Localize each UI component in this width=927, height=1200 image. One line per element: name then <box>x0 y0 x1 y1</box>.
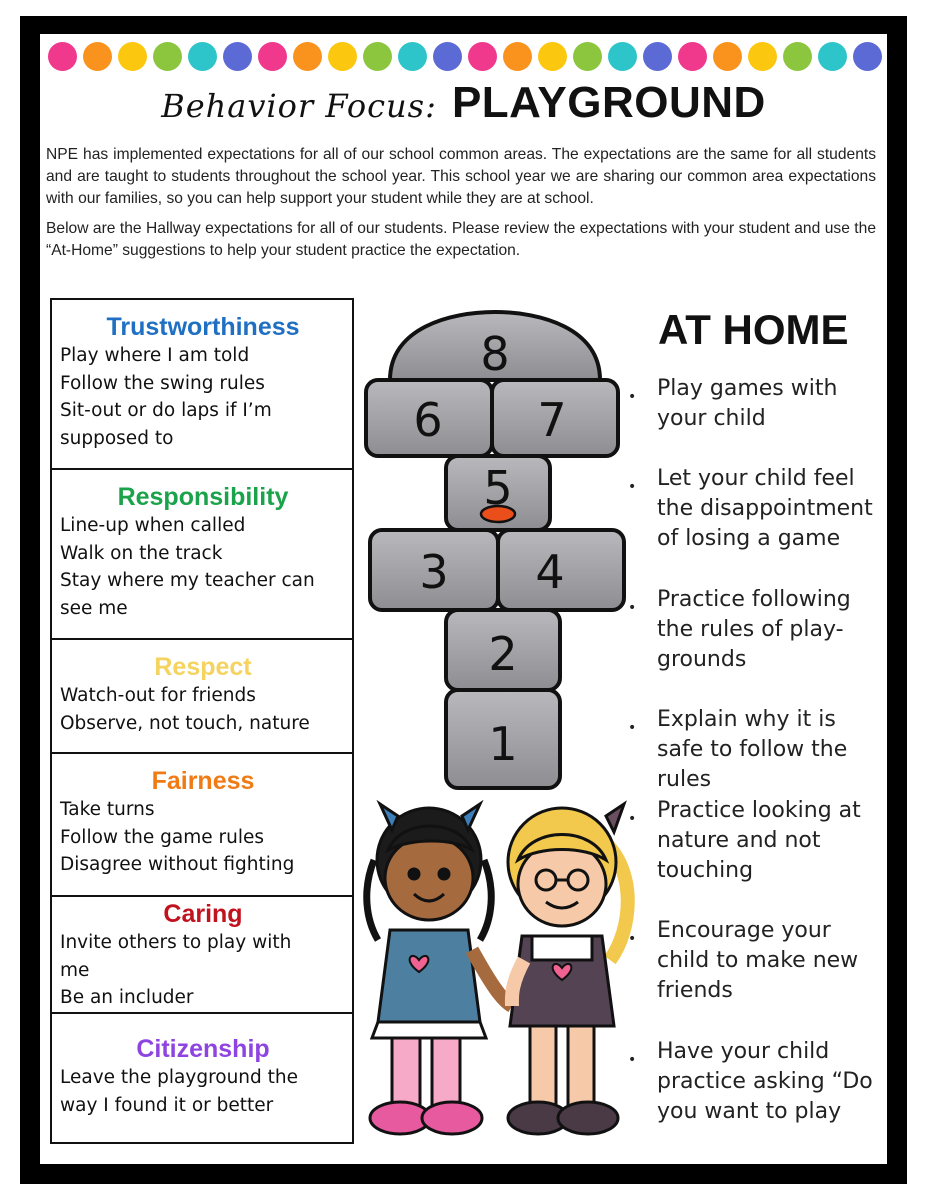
banner-dot <box>433 42 462 71</box>
bullet-icon: • <box>628 720 637 736</box>
value-line: Leave the playground the <box>60 1067 299 1088</box>
at-home-tip <box>628 705 888 795</box>
at-home-tip <box>628 796 888 886</box>
page-title <box>0 78 927 128</box>
value-name: Citizenship <box>136 1035 270 1063</box>
banner-dot <box>363 42 392 71</box>
banner-dot <box>258 42 287 71</box>
banner-dot <box>713 42 742 71</box>
value-line: Watch-out for friends <box>60 685 256 706</box>
bullet-icon: • <box>628 811 637 827</box>
bullet-icon: • <box>628 600 637 616</box>
value-cell-respect <box>52 640 352 754</box>
value-line: supposed to <box>60 427 174 449</box>
banner-dot <box>503 42 532 71</box>
value-cell-responsibility <box>52 470 352 640</box>
value-line: Be an includer <box>60 987 194 1008</box>
banner-dot <box>608 42 637 71</box>
kids-illustration <box>362 790 644 1150</box>
bullet-icon: • <box>628 479 637 495</box>
banner-dot <box>643 42 672 71</box>
values-table <box>50 298 354 1144</box>
bullet-icon: • <box>628 389 637 405</box>
dot-banner <box>48 42 883 72</box>
at-home-tip <box>628 1037 888 1127</box>
at-home-tip <box>628 374 888 434</box>
banner-dot <box>118 42 147 71</box>
value-name: Respect <box>154 653 252 681</box>
bullet-icon: • <box>628 931 637 947</box>
intro-paragraph-1: NPE has implemented expectations for all of our school common areas. The expectations are the same for all students and are taught to students throughout the school year. This school year we are sharing our common area expectations with our families, so you can help support your student while they are at school. <box>46 146 876 207</box>
banner-dot <box>223 42 252 71</box>
hopscotch-number: 2 <box>488 627 518 681</box>
banner-dot <box>83 42 112 71</box>
tip-text: Let your child feel the disappointment of losing a game <box>657 466 873 551</box>
value-line: Invite others to play with <box>60 932 292 953</box>
value-cell-citizenship <box>52 1014 352 1142</box>
banner-dot <box>293 42 322 71</box>
bullet-icon: • <box>628 1052 637 1068</box>
banner-dot <box>748 42 777 71</box>
value-line: Stay where my teacher can <box>60 570 315 591</box>
tip-text: Practice following the rules of play-grounds <box>657 587 851 672</box>
hopscotch-number: 7 <box>537 393 567 447</box>
banner-dot <box>678 42 707 71</box>
tip-text: Play games with your child <box>657 376 838 431</box>
value-cell-fairness <box>52 754 352 897</box>
hopscotch-illustration <box>360 308 628 794</box>
tip-text: Practice looking at nature and not touching <box>657 798 861 883</box>
value-line: Follow the game rules <box>60 826 265 848</box>
value-line: Walk on the track <box>60 542 223 564</box>
value-cell-caring <box>52 897 352 1014</box>
at-home-tip <box>628 464 888 554</box>
value-cell-trustworthiness <box>52 300 352 470</box>
value-name: Responsibility <box>117 483 289 511</box>
tip-text: Encourage your child to make new friends <box>657 918 859 1003</box>
hopscotch-number: 8 <box>480 327 510 381</box>
tip-text: Have your child practice asking “Do you want to play <box>657 1039 873 1124</box>
intro-paragraph-2: Below are the Hallway expectations for all of our students. Please review the expectations with your student and use the “At-Home” suggestions to help your student practice the expectation. <box>46 220 876 259</box>
value-line: Take turns <box>60 799 155 820</box>
value-line: Sit-out or do laps if I’m <box>60 400 272 421</box>
girl-left <box>367 804 512 1134</box>
hopscotch-number: 6 <box>413 393 443 447</box>
tip-text: Explain why it is safe to follow the rules <box>657 707 848 792</box>
value-line: Line-up when called <box>60 515 246 536</box>
value-line: see me <box>60 597 128 619</box>
at-home-title: AT HOME <box>658 306 849 353</box>
hopscotch-number: 5 <box>483 461 513 515</box>
value-name: Trustworthiness <box>106 313 300 341</box>
banner-dot <box>818 42 847 71</box>
banner-dot <box>153 42 182 71</box>
value-line: me <box>60 959 90 981</box>
at-home-tip <box>628 585 888 675</box>
banner-dot <box>853 42 882 71</box>
banner-dot <box>783 42 812 71</box>
value-line: Play where I am told <box>60 345 250 366</box>
hopscotch-number: 1 <box>488 717 518 771</box>
banner-dot <box>538 42 567 71</box>
banner-dot <box>48 42 77 71</box>
banner-dot <box>468 42 497 71</box>
title-script: Behavior Focus: <box>161 87 437 125</box>
hopscotch-number: 4 <box>535 545 565 599</box>
value-line: Disagree without fighting <box>60 854 295 875</box>
banner-dot <box>398 42 427 71</box>
value-line: Follow the swing rules <box>60 372 265 394</box>
value-name: Caring <box>163 900 243 928</box>
hopscotch-number: 3 <box>419 545 449 599</box>
title-main: PLAYGROUND <box>451 78 766 127</box>
banner-dot <box>188 42 217 71</box>
at-home-tip <box>628 916 888 1006</box>
banner-dot <box>328 42 357 71</box>
value-name: Fairness <box>151 767 255 795</box>
value-line: way I found it or better <box>60 1094 274 1116</box>
girl-right <box>508 804 628 1134</box>
banner-dot <box>573 42 602 71</box>
value-line: Observe, not touch, nature <box>60 712 310 734</box>
